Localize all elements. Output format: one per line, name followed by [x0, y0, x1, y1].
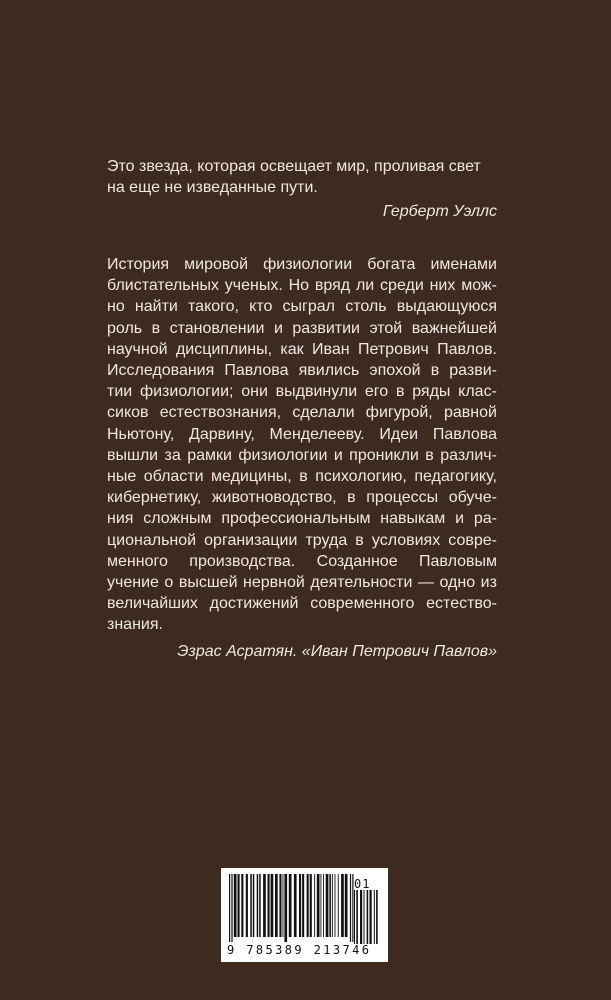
barcode-bar — [323, 874, 324, 937]
word: важнейшей — [411, 319, 497, 337]
text-line — [107, 572, 497, 593]
word: величайших — [107, 595, 198, 613]
barcode-bar — [275, 874, 278, 937]
barcode-bar — [376, 890, 378, 944]
word: вряд — [314, 277, 351, 295]
word: производства. — [189, 552, 296, 570]
word: этой — [369, 319, 403, 337]
word: циональной — [107, 531, 197, 549]
word: совре- — [448, 531, 497, 549]
barcode-bar — [326, 874, 329, 937]
word: дисциплины, — [175, 340, 273, 358]
word: мож- — [461, 277, 497, 295]
barcode-bar — [310, 874, 312, 937]
word: клас- — [458, 383, 497, 401]
word: Идеи — [379, 425, 419, 443]
word: эпохой — [369, 362, 421, 380]
barcode-bar — [279, 874, 281, 937]
word: Но — [288, 277, 310, 295]
barcode-bar — [335, 874, 336, 937]
word: Созданное — [316, 552, 398, 570]
word: них — [429, 277, 456, 295]
barcode-bar — [250, 874, 252, 937]
word: в — [347, 489, 356, 507]
barcode-bar — [302, 874, 304, 937]
word: области — [143, 468, 204, 486]
word: физиологии — [238, 446, 328, 464]
word: Иван — [312, 340, 350, 358]
word: выдвинули — [275, 383, 358, 401]
word: но — [107, 298, 125, 316]
barcode-bar — [294, 874, 297, 937]
text-line — [107, 487, 497, 508]
word: такого, — [188, 298, 239, 316]
text-line — [107, 360, 497, 381]
word: История — [107, 256, 170, 273]
word: кибернетику, — [107, 489, 202, 507]
word: физиологии — [263, 256, 353, 273]
word: сыграл — [282, 298, 336, 316]
word: Павлова — [432, 425, 497, 443]
word: Павлов. — [437, 340, 497, 358]
word: психологию, — [315, 468, 407, 486]
barcode-bar — [332, 874, 333, 937]
barcode-bar — [231, 874, 232, 942]
word: ра- — [473, 510, 497, 528]
text-line — [107, 339, 497, 360]
text-line — [107, 593, 497, 614]
word: Исследования — [107, 362, 215, 380]
main-attribution: Эзрас Асратян. «Иван Петрович Павлов» — [177, 642, 497, 660]
barcode-bar — [263, 874, 266, 937]
barcode-bar — [238, 874, 240, 937]
word: современного — [310, 595, 415, 613]
word: в — [425, 446, 434, 464]
barcode-bar — [367, 890, 369, 944]
barcode-bar — [271, 874, 274, 937]
word: труда — [305, 531, 348, 549]
word: развитии — [292, 319, 360, 337]
epigraph-block — [107, 156, 497, 222]
word: его — [364, 383, 389, 401]
word: различ- — [440, 446, 497, 464]
epigraph-author: Герберт Уэллс — [382, 203, 497, 220]
word: именами — [430, 256, 497, 273]
word: и — [333, 446, 343, 464]
barcode-bar — [299, 874, 301, 937]
word: вышли — [107, 446, 159, 464]
word: найти — [134, 298, 178, 316]
word: разви- — [449, 362, 497, 380]
barcode-bar — [234, 874, 237, 937]
word: они — [241, 383, 268, 401]
word: одно — [439, 574, 476, 592]
barcode-bar — [289, 874, 292, 937]
barcode-bar — [370, 890, 372, 944]
word: блистательных — [107, 277, 219, 295]
word: роль — [107, 319, 143, 337]
barcode-bar — [356, 890, 358, 944]
word: организации — [204, 531, 298, 549]
word: и — [455, 510, 464, 528]
word: как — [280, 340, 304, 358]
word: в — [299, 468, 308, 486]
word: педагогику, — [414, 468, 497, 486]
barcode-bar — [257, 874, 259, 937]
barcode-addon-digits: 01 — [354, 877, 371, 891]
word: в — [430, 362, 440, 380]
word: — — [417, 574, 434, 592]
isbn-barcode — [221, 868, 388, 962]
word: ряды — [412, 383, 451, 401]
word: профессиональным — [221, 510, 371, 528]
text-line — [107, 381, 497, 402]
barcode-bar — [307, 874, 309, 937]
text-line — [107, 508, 497, 529]
word: навыкам — [380, 510, 446, 528]
word: в — [395, 383, 405, 401]
text-line — [107, 424, 497, 445]
word: равной — [444, 404, 497, 422]
barcode-bar — [246, 874, 248, 937]
word: обуче- — [448, 489, 497, 507]
text-line: знания. — [107, 616, 163, 634]
text-line — [107, 530, 497, 551]
barcode-bar — [341, 874, 344, 937]
barcode-bar — [329, 874, 331, 937]
word: среди — [380, 277, 424, 295]
word: научной — [107, 340, 168, 358]
word: менного — [107, 552, 168, 570]
word: в — [151, 319, 161, 337]
word: сделали — [292, 404, 355, 422]
barcode-bar — [338, 874, 339, 937]
barcode-bar — [321, 874, 322, 937]
word: рамки — [187, 446, 232, 464]
word: Павловым — [419, 552, 497, 570]
epigraph-line: на еще не изведанные пути. — [107, 179, 318, 196]
word: столь — [345, 298, 387, 316]
word: кто — [249, 298, 273, 316]
word: нервной — [243, 574, 305, 592]
text-line — [107, 551, 497, 572]
word: тии — [107, 383, 133, 401]
barcode-bar — [284, 874, 287, 942]
word: условиях — [371, 531, 441, 549]
barcode-bar — [268, 874, 270, 937]
word: медицины, — [211, 468, 292, 486]
word: процессы — [366, 489, 439, 507]
word: выдающуюся — [396, 298, 497, 316]
barcode-bar — [350, 874, 351, 942]
barcode-bar — [283, 874, 284, 937]
word: Петрович — [357, 340, 429, 358]
barcode-bar — [374, 890, 375, 944]
barcode-bar — [345, 874, 348, 937]
word: явились — [298, 362, 360, 380]
text-line — [107, 466, 497, 487]
word: животноводство, — [211, 489, 337, 507]
word: достижений — [209, 595, 299, 613]
word: Павлова — [224, 362, 289, 380]
word: ные — [107, 468, 137, 486]
text-line — [107, 402, 497, 423]
barcode-bar — [253, 874, 255, 937]
epigraph-line: Это звезда, которая освещает мир, проливая свет — [107, 158, 481, 175]
word: деятельности — [310, 574, 413, 592]
word: физиологии; — [139, 383, 234, 401]
barcode-bar — [241, 874, 243, 937]
word: богата — [367, 256, 416, 273]
text-line — [107, 275, 497, 296]
word: высшей — [178, 574, 238, 592]
word: естествознания, — [159, 404, 282, 422]
text-line — [107, 318, 497, 339]
word: сиков — [107, 404, 149, 422]
word: естество- — [426, 595, 497, 613]
barcode-digits: 9 785389 213746 — [227, 943, 372, 957]
text-line — [107, 254, 497, 275]
word: сложным — [143, 510, 212, 528]
barcode-bar — [364, 890, 365, 944]
epigraph-text — [107, 156, 497, 198]
word: проникли — [349, 446, 419, 464]
barcode-bar — [259, 874, 261, 937]
barcode-bar — [354, 890, 355, 944]
barcode-bar — [314, 874, 315, 937]
barcode-bar — [229, 874, 230, 942]
word: в — [355, 531, 364, 549]
main-text-block — [107, 254, 497, 662]
word: ученых. — [224, 277, 283, 295]
word: Менделееву. — [269, 425, 365, 443]
word: мировой — [184, 256, 249, 273]
word: ли — [355, 277, 375, 295]
word: учение — [107, 574, 159, 592]
barcode-bar — [360, 890, 362, 944]
word: фигурой, — [365, 404, 433, 422]
word: ния — [107, 510, 134, 528]
text-line — [107, 296, 497, 317]
word: становлении — [169, 319, 265, 337]
word: Дарвину, — [189, 425, 255, 443]
text-line — [107, 445, 497, 466]
word: Ньютону, — [107, 425, 175, 443]
word: о — [164, 574, 174, 592]
barcode-bar — [317, 874, 320, 937]
word: из — [480, 574, 497, 592]
word: за — [164, 446, 181, 464]
word: и — [273, 319, 283, 337]
